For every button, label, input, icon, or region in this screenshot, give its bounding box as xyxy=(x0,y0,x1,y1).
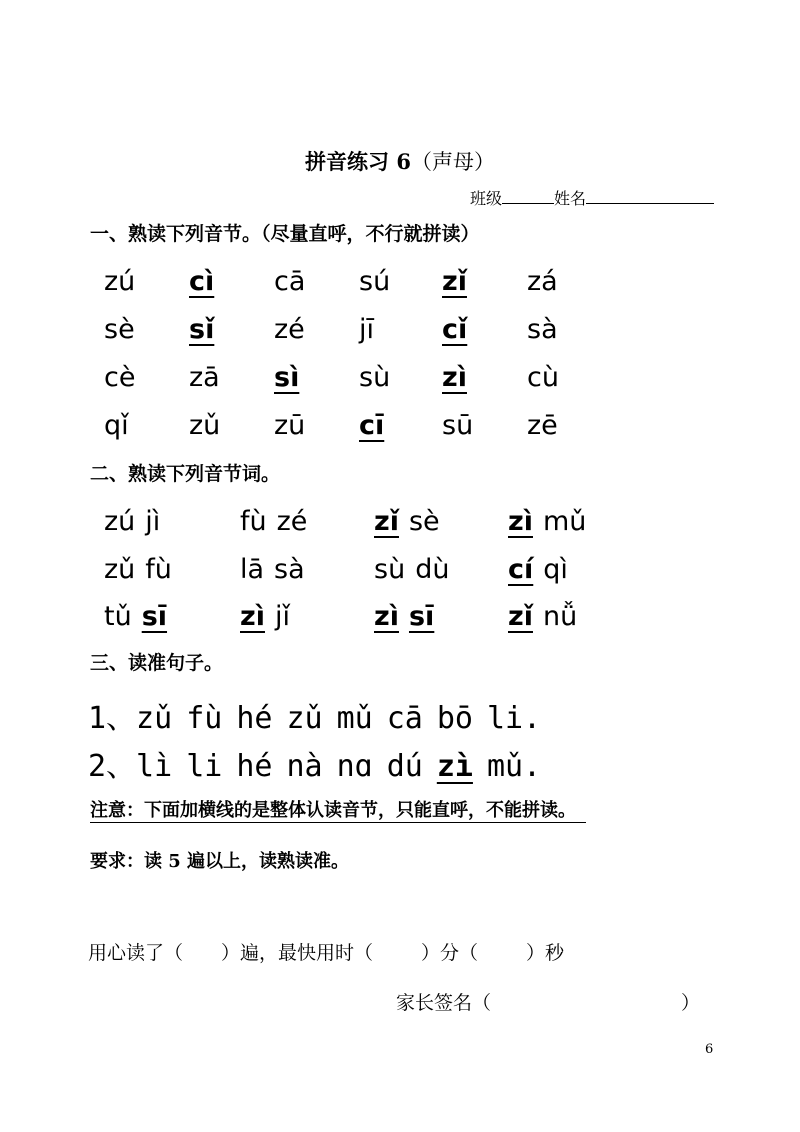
syllable: zú xyxy=(104,506,136,537)
syllable-whole-read: zì xyxy=(436,749,473,784)
syllable: jì xyxy=(145,506,161,537)
syllable: qǐ xyxy=(104,410,129,441)
syllable-whole-read: cì xyxy=(189,266,215,297)
pinyin-word xyxy=(374,554,449,585)
syllable: jǐ xyxy=(274,601,290,632)
reading-log: 用心读了（ ）遍，最快用时（ ）分（ ）秒 xyxy=(88,942,565,964)
parent-signature: 家长签名（ ） xyxy=(396,992,701,1014)
pinyin-word xyxy=(508,506,586,537)
syllable: sū xyxy=(442,410,474,441)
syllable: dù xyxy=(415,554,450,585)
syllable: zá xyxy=(527,266,558,297)
syllable: zé xyxy=(274,314,305,345)
syllable: lā xyxy=(240,554,265,585)
page-number: 6 xyxy=(705,1042,714,1057)
pinyin-word xyxy=(240,601,290,632)
page-title: 拼音练习 6（声母） xyxy=(305,149,495,174)
syllable: 2、lì xyxy=(88,749,173,784)
class-blank[interactable] xyxy=(502,187,554,204)
syllable: li xyxy=(186,749,223,784)
section2-heading: 二、熟读下列音节词。 xyxy=(90,463,281,485)
syllable: zǔ xyxy=(286,701,323,736)
sentence-1 xyxy=(88,693,555,737)
syllable-whole-read: cí xyxy=(508,554,534,585)
syllable: nà xyxy=(286,749,323,784)
pinyin-word xyxy=(374,506,440,537)
syllable-whole-read: sī xyxy=(141,601,168,632)
syllable-whole-read: zǐ xyxy=(442,266,467,297)
syllable: sú xyxy=(359,266,391,297)
syllable-whole-read: sì xyxy=(274,362,300,393)
syllable-whole-read: zì xyxy=(508,506,533,537)
syllable-whole-read: zì xyxy=(442,362,467,393)
syllable: zú xyxy=(104,266,136,297)
syllable: hé xyxy=(236,701,273,736)
syllable: zǔ xyxy=(189,410,221,441)
sentence-2 xyxy=(88,741,555,785)
syllable-whole-read: zǐ xyxy=(374,506,399,537)
syllable: li. xyxy=(486,701,542,736)
syllable: sà xyxy=(527,314,558,345)
syllable: tǔ xyxy=(104,601,132,632)
syllable: mǔ xyxy=(542,506,587,537)
requirement-text: 要求：读 5 遍以上，读熟读准。 xyxy=(90,851,350,872)
syllable: cù xyxy=(527,362,559,393)
syllable: zū xyxy=(274,410,306,441)
syllable-whole-read: cǐ xyxy=(442,314,468,345)
syllable: mǔ xyxy=(336,701,373,736)
section1-heading: 一、熟读下列音节。（尽量直呼，不行就拼读） xyxy=(90,223,480,245)
class-label: 班级 xyxy=(469,189,502,208)
syllable: fù xyxy=(145,554,172,585)
syllable: dú xyxy=(386,749,423,784)
class-name-line xyxy=(470,186,714,209)
pinyin-word xyxy=(508,554,568,585)
pinyin-word xyxy=(104,554,172,585)
syllable: mǔ. xyxy=(486,749,542,784)
syllable: zē xyxy=(527,410,558,441)
syllable-whole-read: sǐ xyxy=(189,314,215,345)
syllable: bō xyxy=(436,701,473,736)
syllable: fù xyxy=(186,701,223,736)
syllable: cā xyxy=(274,266,306,297)
syllable: cā xyxy=(386,701,423,736)
syllable: sè xyxy=(104,314,135,345)
syllable: zǔ xyxy=(104,554,136,585)
syllable: sù xyxy=(374,554,406,585)
syllable: zé xyxy=(276,506,308,537)
syllable: sà xyxy=(274,554,305,585)
section3-heading: 三、读准句子。 xyxy=(90,652,224,674)
syllable-whole-read: sī xyxy=(408,601,435,632)
pinyin-word xyxy=(240,506,307,537)
syllable: sè xyxy=(408,506,440,537)
syllable: zā xyxy=(189,362,220,393)
name-label: 姓名 xyxy=(553,189,586,208)
syllable: hé xyxy=(236,749,273,784)
syllable-whole-read: zǐ xyxy=(508,601,533,632)
syllable: qì xyxy=(543,554,568,585)
syllable: jī xyxy=(359,314,375,345)
pinyin-word xyxy=(508,601,577,632)
syllable-whole-read: zì xyxy=(374,601,399,632)
syllable: fù xyxy=(240,506,267,537)
name-blank[interactable] xyxy=(586,187,714,204)
note-text: 注意：下面加横线的是整体认读音节，只能直呼，不能拼读。 xyxy=(90,796,586,823)
syllable: nǚ xyxy=(542,601,578,632)
pinyin-word xyxy=(374,601,434,632)
syllable-whole-read: cī xyxy=(359,410,385,441)
syllable: cè xyxy=(104,362,136,393)
syllable: 1、zǔ xyxy=(88,701,173,736)
pinyin-word xyxy=(104,506,160,537)
pinyin-word xyxy=(104,601,167,632)
syllable-whole-read: zì xyxy=(240,601,265,632)
pinyin-word xyxy=(240,554,305,585)
syllable: sù xyxy=(359,362,391,393)
syllable: nɑ xyxy=(336,749,373,784)
